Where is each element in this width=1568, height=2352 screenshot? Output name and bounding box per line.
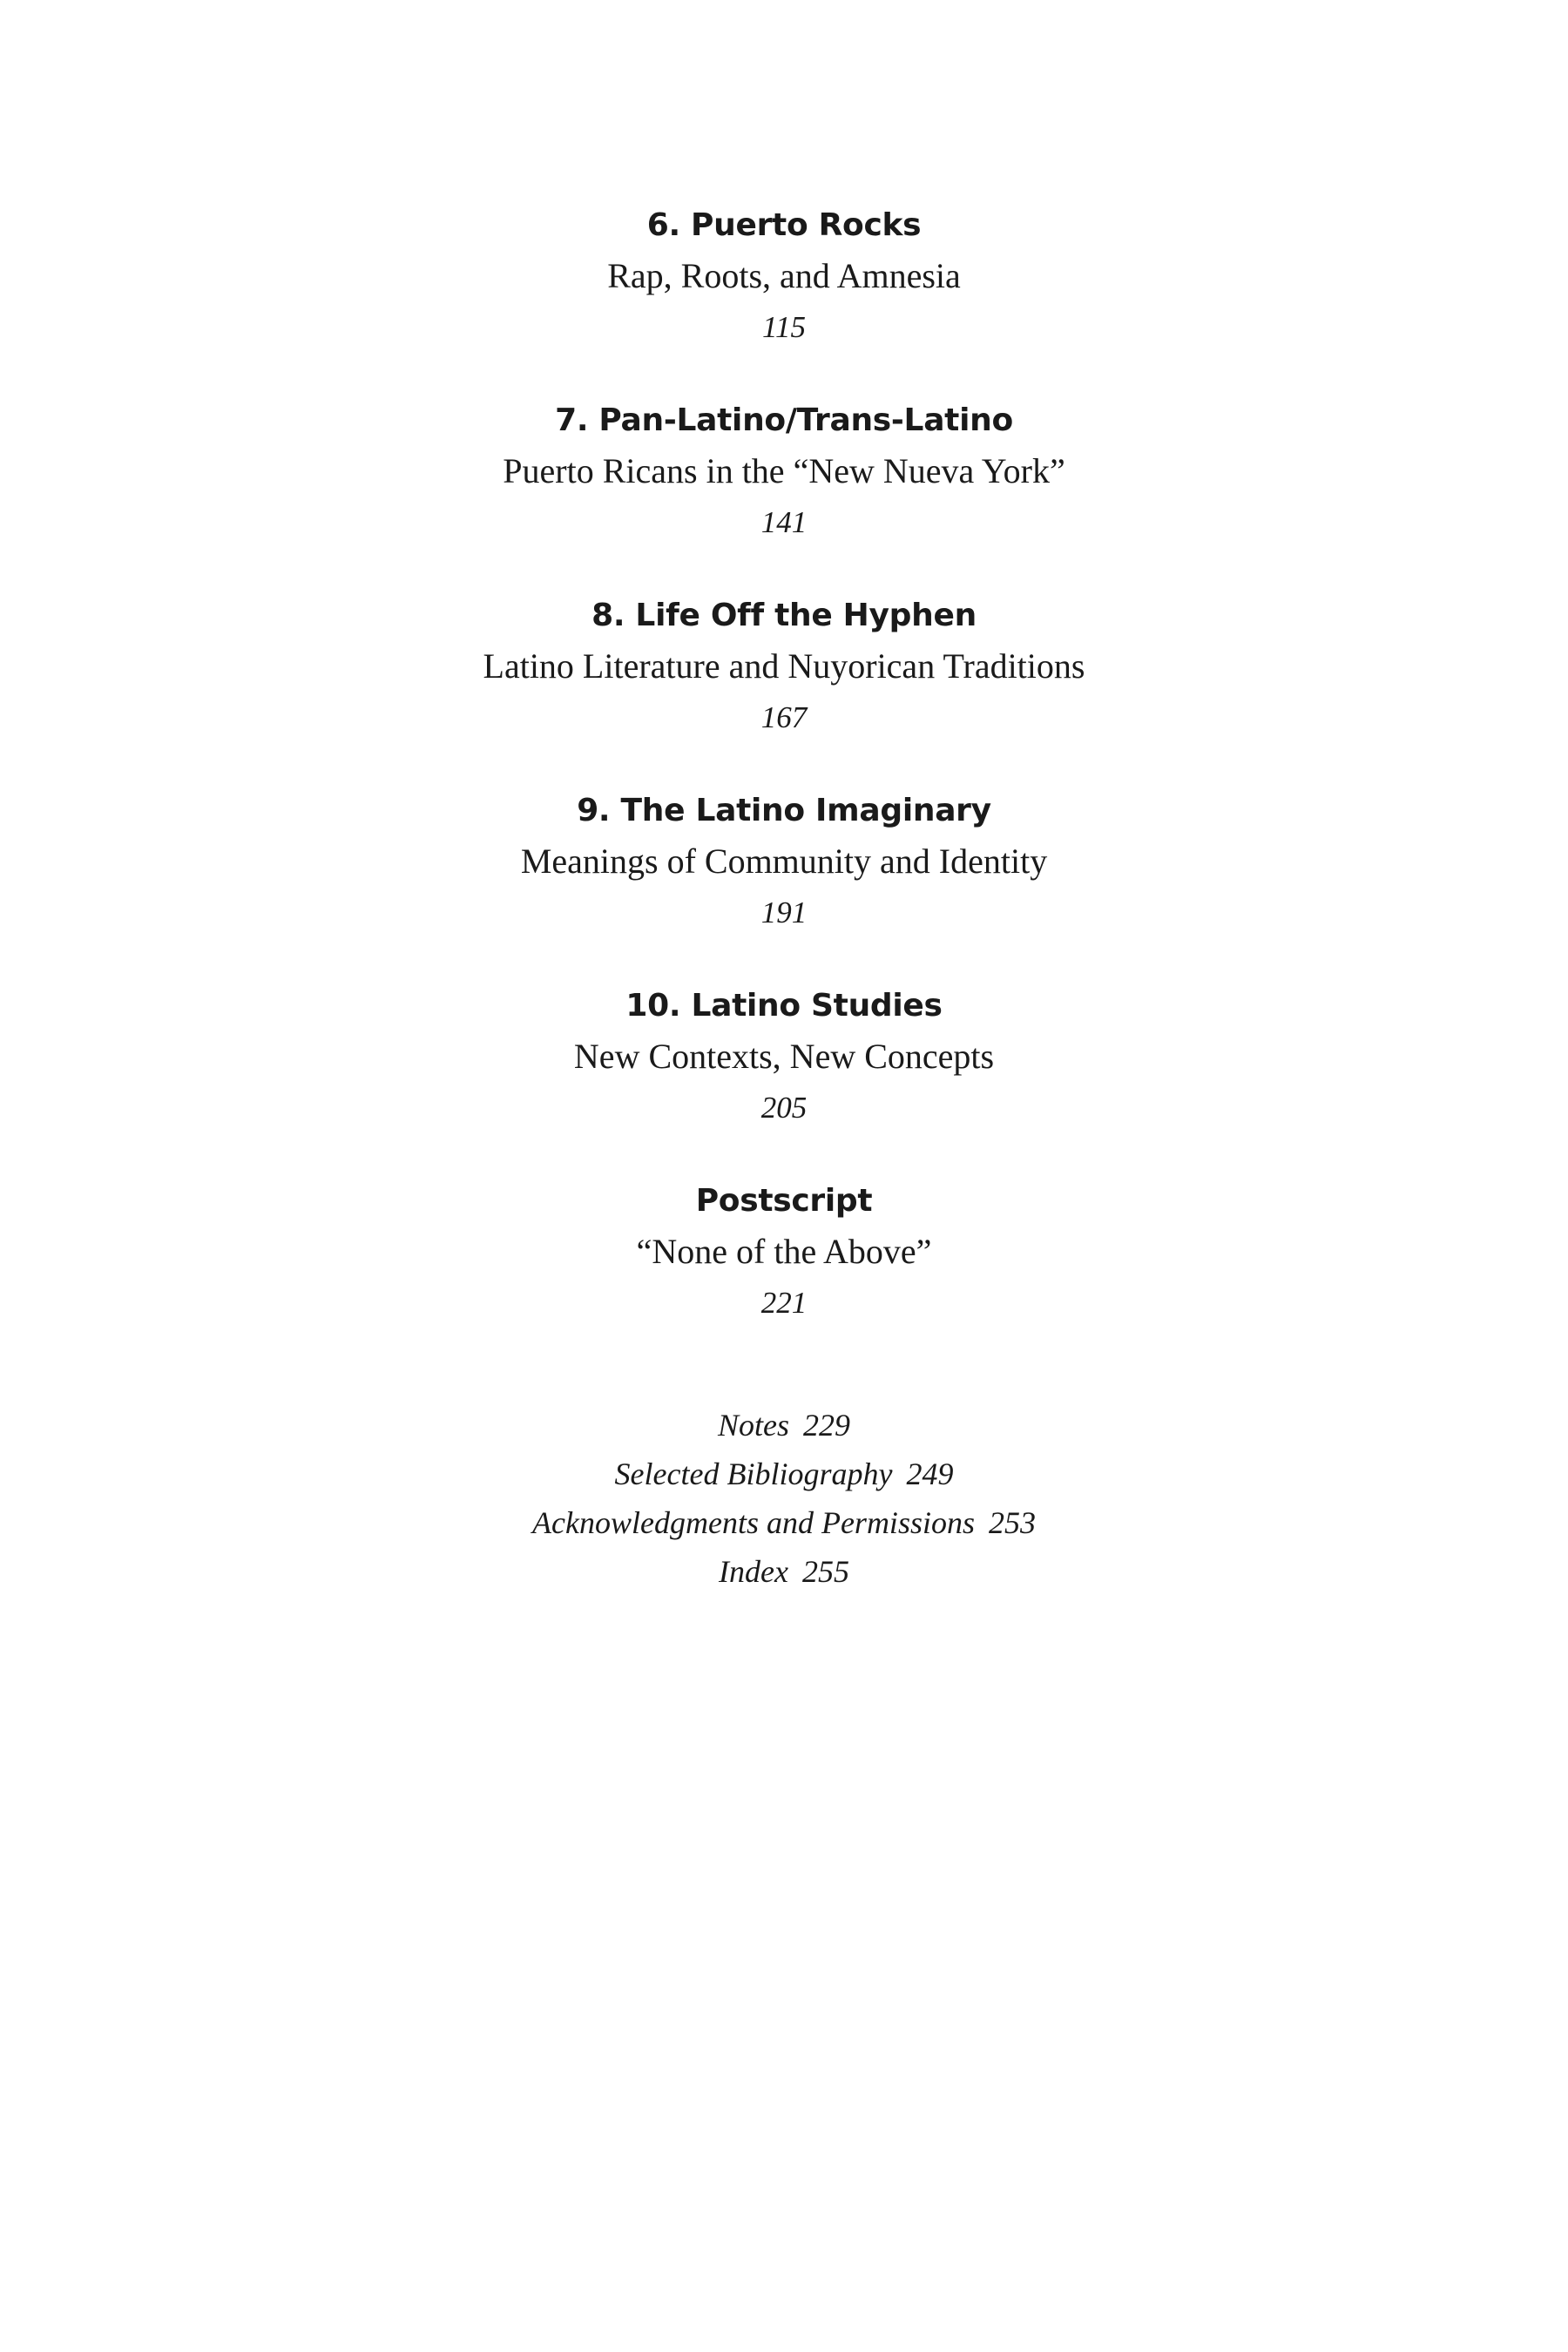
chapter-subtitle: New Contexts, New Concepts bbox=[573, 1037, 995, 1076]
chapter-title: 7. Pan-Latino/Trans-Latino bbox=[555, 402, 1013, 438]
back-matter-page-number: 249 bbox=[906, 1456, 954, 1491]
back-matter-label: Selected Bibliography bbox=[614, 1456, 893, 1491]
back-matter-label: Acknowledgments and Permissions bbox=[532, 1505, 975, 1540]
toc-entry-chapter-9 bbox=[0, 793, 1568, 930]
chapter-page-number: 191 bbox=[760, 896, 808, 929]
back-matter-list bbox=[0, 1401, 1568, 1596]
chapter-title: 9. The Latino Imaginary bbox=[577, 793, 991, 828]
back-matter-label: Index bbox=[719, 1554, 788, 1589]
back-matter-item-acknowledgments bbox=[0, 1498, 1568, 1547]
chapter-page-number: 205 bbox=[760, 1091, 808, 1125]
chapter-subtitle: Rap, Roots, and Amnesia bbox=[607, 256, 961, 295]
chapter-subtitle: Puerto Ricans in the “New Nueva York” bbox=[503, 451, 1065, 490]
back-matter-label: Notes bbox=[717, 1408, 789, 1443]
chapter-page-number: 167 bbox=[760, 700, 808, 734]
back-matter-item-bibliography bbox=[0, 1450, 1568, 1498]
back-matter-item-index bbox=[0, 1547, 1568, 1596]
toc-entry-chapter-8 bbox=[0, 598, 1568, 735]
chapter-title: 8. Life Off the Hyphen bbox=[591, 598, 977, 633]
chapter-page-number: 115 bbox=[762, 310, 806, 344]
toc-entry-postscript bbox=[0, 1183, 1568, 1321]
table-of-contents bbox=[0, 207, 1568, 1596]
toc-entry-chapter-6 bbox=[0, 207, 1568, 345]
back-matter-item-notes bbox=[0, 1401, 1568, 1450]
chapter-title: 10. Latino Studies bbox=[625, 988, 943, 1024]
chapter-page-number: 221 bbox=[760, 1286, 808, 1320]
chapter-title: 6. Puerto Rocks bbox=[646, 207, 922, 243]
back-matter-page-number: 253 bbox=[988, 1505, 1036, 1540]
chapter-subtitle: Meanings of Community and Identity bbox=[520, 841, 1048, 881]
toc-entry-chapter-10 bbox=[0, 988, 1568, 1125]
chapter-page-number: 141 bbox=[760, 505, 808, 539]
back-matter-page-number: 229 bbox=[803, 1408, 850, 1443]
back-matter-page-number: 255 bbox=[801, 1554, 849, 1589]
chapter-title: Postscript bbox=[695, 1183, 873, 1219]
chapter-subtitle: “None of the Above” bbox=[636, 1232, 932, 1271]
chapter-subtitle: Latino Literature and Nuyorican Traditions bbox=[483, 646, 1085, 686]
toc-entry-chapter-7 bbox=[0, 402, 1568, 540]
